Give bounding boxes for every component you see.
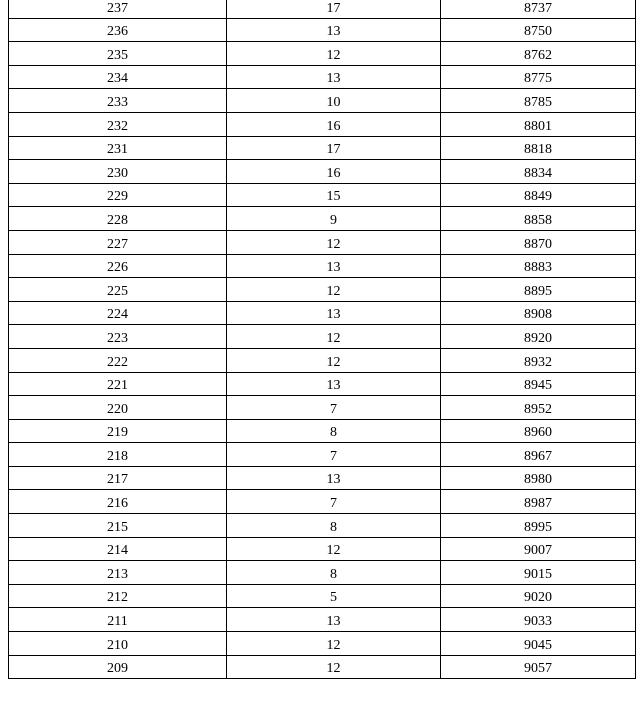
- score-table: [8, 0, 636, 679]
- cumulative-cell: 8995: [441, 514, 636, 538]
- cumulative-cell: 8834: [441, 160, 636, 184]
- table-row: [9, 325, 636, 349]
- count-cell: 16: [227, 112, 441, 136]
- table-row: [9, 466, 636, 490]
- score-cell: 221: [9, 372, 227, 396]
- score-cell: 209: [9, 655, 227, 679]
- table-row: [9, 42, 636, 66]
- count-cell: 8: [227, 514, 441, 538]
- count-cell: 7: [227, 490, 441, 514]
- cumulative-cell: 8818: [441, 136, 636, 160]
- table-row: [9, 254, 636, 278]
- count-cell: 5: [227, 584, 441, 608]
- cumulative-cell: 8967: [441, 443, 636, 467]
- count-cell: 12: [227, 537, 441, 561]
- table-row: [9, 655, 636, 679]
- table-row: [9, 112, 636, 136]
- table-row: [9, 278, 636, 302]
- score-cell: 216: [9, 490, 227, 514]
- table-body: [9, 0, 636, 679]
- cumulative-cell: 8960: [441, 419, 636, 443]
- count-cell: 13: [227, 254, 441, 278]
- score-cell: 225: [9, 278, 227, 302]
- cumulative-cell: 8908: [441, 301, 636, 325]
- table-row: [9, 18, 636, 42]
- count-cell: 8: [227, 561, 441, 585]
- score-cell: 220: [9, 396, 227, 420]
- cumulative-cell: 8737: [441, 0, 636, 18]
- table-row: [9, 608, 636, 632]
- score-cell: 218: [9, 443, 227, 467]
- table-row: [9, 584, 636, 608]
- cumulative-cell: 8920: [441, 325, 636, 349]
- score-cell: 215: [9, 514, 227, 538]
- table-row: [9, 89, 636, 113]
- score-cell: 230: [9, 160, 227, 184]
- table-row: [9, 183, 636, 207]
- cumulative-cell: 8801: [441, 112, 636, 136]
- cumulative-cell: 8945: [441, 372, 636, 396]
- cumulative-cell: 9015: [441, 561, 636, 585]
- cumulative-cell: 8849: [441, 183, 636, 207]
- score-cell: 237: [9, 0, 227, 18]
- score-cell: 217: [9, 466, 227, 490]
- cumulative-cell: 8870: [441, 230, 636, 254]
- count-cell: 13: [227, 608, 441, 632]
- score-cell: 231: [9, 136, 227, 160]
- cumulative-cell: 9057: [441, 655, 636, 679]
- count-cell: 12: [227, 348, 441, 372]
- count-cell: 17: [227, 0, 441, 18]
- table-row: [9, 160, 636, 184]
- table-row: [9, 490, 636, 514]
- table-row: [9, 301, 636, 325]
- count-cell: 13: [227, 466, 441, 490]
- score-cell: 226: [9, 254, 227, 278]
- table-row: [9, 207, 636, 231]
- table-row: [9, 65, 636, 89]
- score-cell: 210: [9, 632, 227, 656]
- cumulative-cell: 8762: [441, 42, 636, 66]
- table-row: [9, 0, 636, 18]
- score-cell: 234: [9, 65, 227, 89]
- count-cell: 8: [227, 419, 441, 443]
- count-cell: 13: [227, 18, 441, 42]
- count-cell: 7: [227, 396, 441, 420]
- table-row: [9, 419, 636, 443]
- cumulative-cell: 8775: [441, 65, 636, 89]
- table-row: [9, 632, 636, 656]
- score-cell: 212: [9, 584, 227, 608]
- cumulative-cell: 8895: [441, 278, 636, 302]
- table-row: [9, 230, 636, 254]
- cumulative-cell: 9007: [441, 537, 636, 561]
- count-cell: 13: [227, 65, 441, 89]
- count-cell: 12: [227, 278, 441, 302]
- count-cell: 13: [227, 372, 441, 396]
- table-row: [9, 396, 636, 420]
- score-cell: 227: [9, 230, 227, 254]
- score-cell: 214: [9, 537, 227, 561]
- score-cell: 228: [9, 207, 227, 231]
- table-row: [9, 136, 636, 160]
- count-cell: 15: [227, 183, 441, 207]
- count-cell: 12: [227, 325, 441, 349]
- score-cell: 236: [9, 18, 227, 42]
- table-row: [9, 537, 636, 561]
- count-cell: 12: [227, 230, 441, 254]
- table-row: [9, 443, 636, 467]
- cumulative-cell: 8883: [441, 254, 636, 278]
- score-cell: 219: [9, 419, 227, 443]
- table-row: [9, 561, 636, 585]
- count-cell: 12: [227, 655, 441, 679]
- score-cell: 213: [9, 561, 227, 585]
- score-cell: 224: [9, 301, 227, 325]
- score-cell: 233: [9, 89, 227, 113]
- count-cell: 12: [227, 42, 441, 66]
- table-row: [9, 372, 636, 396]
- cumulative-cell: 8858: [441, 207, 636, 231]
- count-cell: 7: [227, 443, 441, 467]
- score-cell: 229: [9, 183, 227, 207]
- cumulative-cell: 8980: [441, 466, 636, 490]
- table-row: [9, 514, 636, 538]
- count-cell: 10: [227, 89, 441, 113]
- cumulative-cell: 8952: [441, 396, 636, 420]
- count-cell: 17: [227, 136, 441, 160]
- score-cell: 232: [9, 112, 227, 136]
- score-cell: 235: [9, 42, 227, 66]
- cumulative-cell: 9020: [441, 584, 636, 608]
- cumulative-cell: 9033: [441, 608, 636, 632]
- count-cell: 13: [227, 301, 441, 325]
- cumulative-cell: 9045: [441, 632, 636, 656]
- score-cell: 223: [9, 325, 227, 349]
- count-cell: 9: [227, 207, 441, 231]
- cumulative-cell: 8932: [441, 348, 636, 372]
- count-cell: 12: [227, 632, 441, 656]
- table-row: [9, 348, 636, 372]
- score-cell: 211: [9, 608, 227, 632]
- cumulative-cell: 8987: [441, 490, 636, 514]
- count-cell: 16: [227, 160, 441, 184]
- cumulative-cell: 8750: [441, 18, 636, 42]
- cumulative-cell: 8785: [441, 89, 636, 113]
- score-cell: 222: [9, 348, 227, 372]
